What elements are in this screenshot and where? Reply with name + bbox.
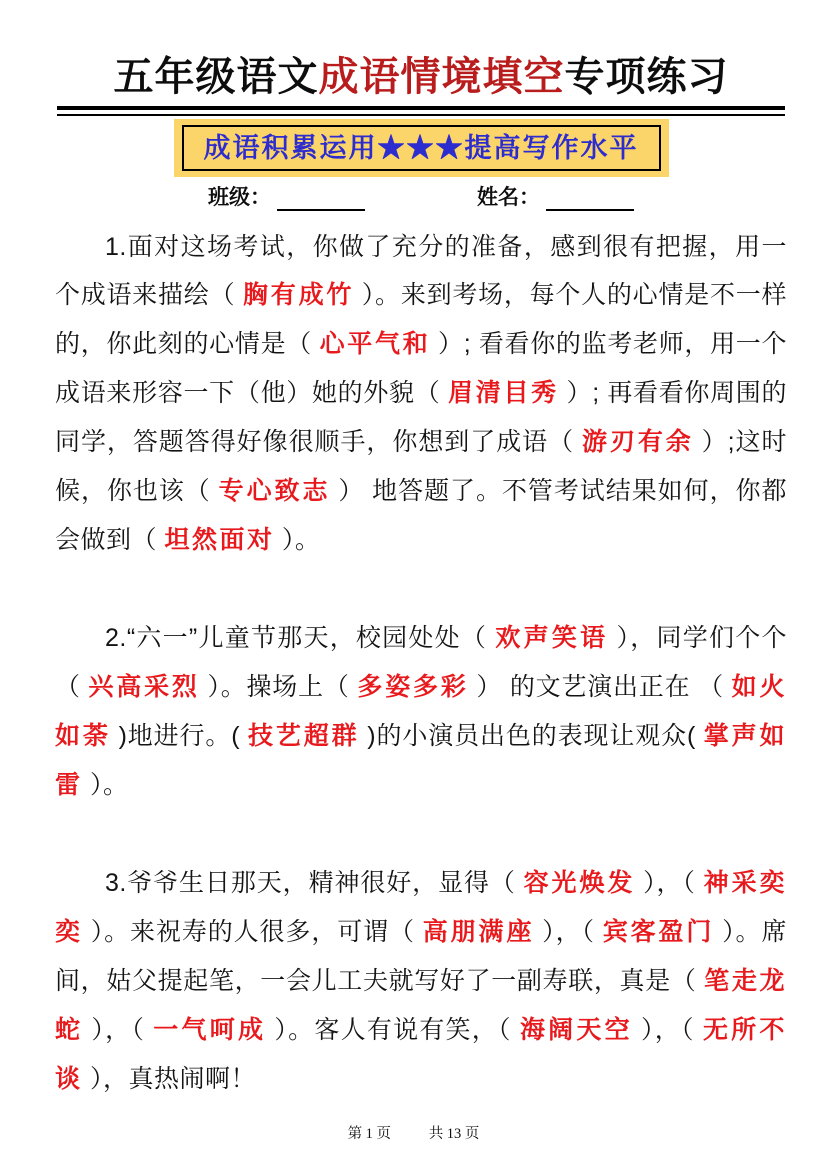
idiom-answer: 掌声如雷 — [55, 723, 787, 800]
text-run: ），（ — [83, 1016, 154, 1045]
idiom-answer: 海阔天空 — [519, 1017, 633, 1045]
text-run: ），（ — [632, 1016, 703, 1045]
idiom-answer: 技艺超群 — [247, 723, 360, 751]
text-run: ），同学们个个（ — [55, 624, 787, 702]
class-field — [208, 181, 365, 211]
idiom-answer: 神采奕奕 — [55, 870, 787, 947]
title-part-right: 专项练习 — [564, 54, 729, 99]
text-run: 3.爷爷生日那天，精神很好，显得（ — [105, 869, 524, 898]
name-blank — [546, 187, 634, 211]
idiom-answer: 宾客盈门 — [602, 919, 715, 947]
idiom-answer: 无所不谈 — [55, 1017, 787, 1094]
idiom-answer: 心平气和 — [319, 331, 431, 359]
idiom-answer: 高朋满座 — [422, 919, 535, 947]
paragraph — [55, 223, 787, 565]
idiom-answer: 眉清目秀 — [448, 380, 559, 408]
subtitle-banner — [174, 119, 669, 177]
idiom-answer: 坦然面对 — [164, 527, 275, 555]
idiom-answer: 兴高采烈 — [88, 674, 200, 702]
text-run: ）。 — [274, 526, 321, 555]
text-run: ）。席间，姑父提起笔，一会儿工夫就写好了一副寿联，真是（ — [55, 918, 787, 996]
text-run: ）。来祝寿的人很多，可谓（ — [82, 918, 423, 947]
text-run: ），（ — [635, 869, 704, 898]
text-run: ）。客人有说有笑，（ — [266, 1016, 520, 1045]
title-part-left: 五年级语文 — [113, 54, 319, 99]
idiom-answer: 胸有成竹 — [243, 282, 355, 310]
idiom-answer: 欢声笑语 — [495, 625, 609, 653]
text-run: ）; 看看你的监考老师，用一个成语来形容一下（他）她的外貌（ — [55, 330, 787, 408]
text-run: ），真热闹啊！ — [82, 1065, 256, 1094]
text-run: ） 地答题了。不管考试结果如何，你都会做到（ — [55, 477, 787, 555]
text-run: ）; 再看看你周围的同学，答题答得好像很顺手，你想到了成语（ — [55, 379, 787, 457]
text-run: ）;这时候，你也该（ — [55, 428, 787, 506]
text-run: ） 的文艺演出正在 （ — [468, 673, 732, 702]
title-divider — [57, 106, 785, 116]
text-run: 1.面对这场考试，你做了充分的准备，感到很有把握，用一个成语来描绘（ — [55, 233, 787, 310]
student-info-row — [55, 181, 787, 211]
page-title — [55, 48, 787, 106]
text-run: ），（ — [534, 918, 603, 947]
text-run: ）。来到考场，每个人的心情是不一样的，你此刻的心情是（ — [55, 281, 787, 359]
page-footer — [0, 1122, 827, 1143]
name-field — [477, 181, 634, 211]
text-run: ）。 — [82, 771, 129, 800]
text-run: )的小演员出色的表现让观众( — [359, 722, 704, 751]
class-blank — [277, 187, 365, 211]
idiom-answer: 如火如荼 — [55, 674, 787, 751]
text-run: ）。操场上（ — [199, 673, 358, 702]
text-run: 2.“六一”儿童节那天，校园处处（ — [105, 624, 496, 653]
idiom-answer: 一气呵成 — [153, 1017, 267, 1045]
subtitle-banner-text: 成语积累运用★★★提高写作水平 — [182, 125, 661, 171]
class-label: 班级： — [208, 185, 271, 210]
idiom-answer: 专心致志 — [218, 478, 331, 506]
worksheet-body — [55, 223, 787, 1104]
page-total: 共 13 页 — [428, 1126, 480, 1142]
idiom-answer: 笔走龙蛇 — [55, 968, 787, 1045]
idiom-answer: 多姿多彩 — [357, 674, 469, 702]
page-number: 第 1 页 — [347, 1126, 392, 1142]
paragraph — [55, 859, 787, 1104]
idiom-answer: 游刃有余 — [581, 429, 694, 457]
title-part-highlight: 成语情境填空 — [318, 54, 565, 99]
paragraph — [55, 614, 787, 810]
banner-row — [55, 119, 787, 177]
name-label: 姓名： — [477, 185, 540, 210]
text-run: )地进行。( — [110, 722, 248, 751]
idiom-answer: 容光焕发 — [523, 870, 636, 898]
